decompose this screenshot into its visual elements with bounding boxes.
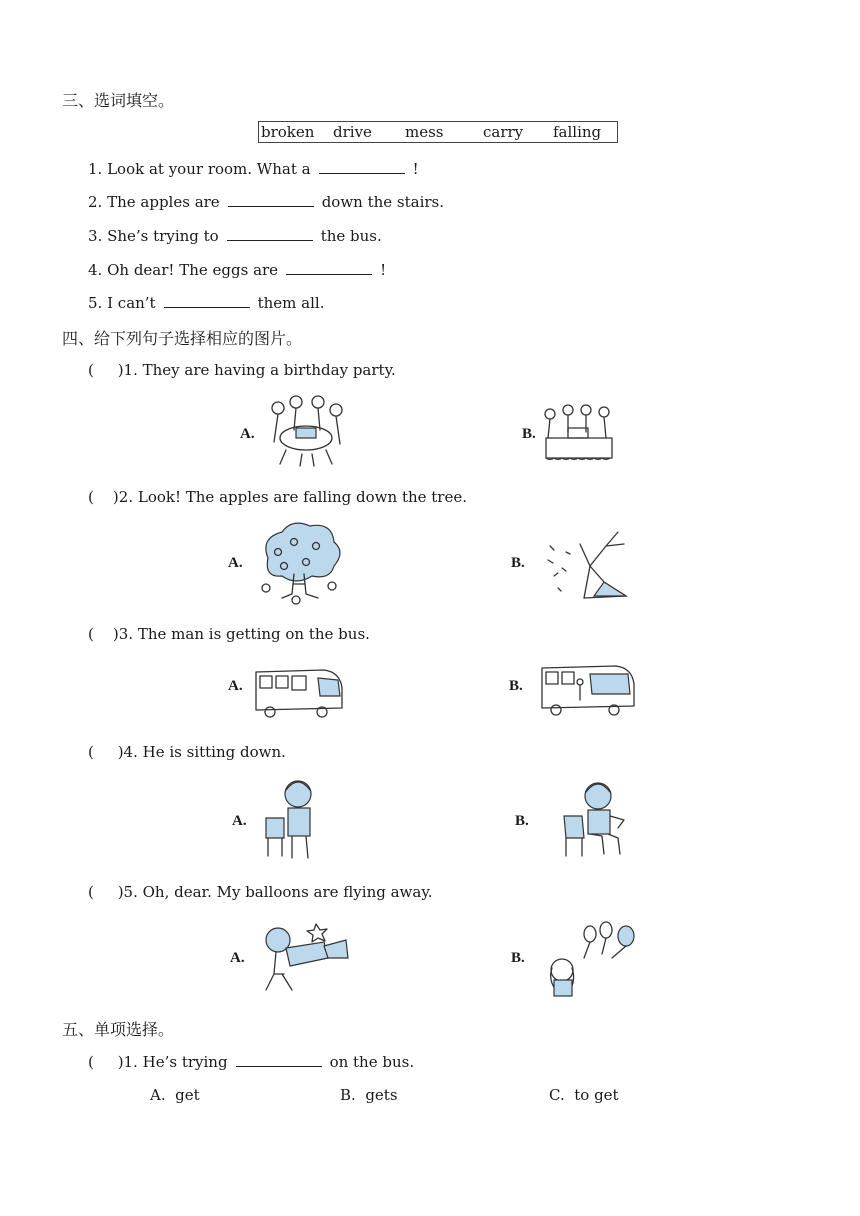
picture-question-2: ( )2. Look! The apples are falling down the tree. bbox=[88, 488, 467, 506]
picture-question-4: ( )4. He is sitting down. bbox=[88, 743, 286, 761]
section5-title: 五、单项选择。 bbox=[62, 1020, 175, 1039]
answer-blank[interactable] bbox=[164, 293, 250, 308]
section4-title: 四、给下列句子选择相应的图片。 bbox=[62, 329, 303, 348]
answer-paren[interactable]: ( ) bbox=[88, 361, 124, 379]
boy-sitting-b-image bbox=[558, 780, 632, 860]
option-a-label: A. bbox=[232, 813, 247, 829]
bus-a-image bbox=[252, 664, 344, 720]
word-bank-item: carry bbox=[483, 123, 524, 141]
option-b-label: B. bbox=[511, 950, 525, 966]
boy-standing-a-image bbox=[262, 778, 324, 860]
mc-option-b[interactable]: B. gets bbox=[340, 1086, 398, 1104]
apple-tree-a-image bbox=[258, 522, 342, 604]
option-b-label: B. bbox=[509, 678, 523, 694]
bus-b-image bbox=[538, 660, 636, 720]
answer-paren[interactable]: ( ) bbox=[88, 1053, 124, 1071]
answer-blank[interactable] bbox=[319, 159, 405, 174]
mc-option-a[interactable]: A. get bbox=[150, 1086, 200, 1104]
answer-blank[interactable] bbox=[236, 1052, 322, 1067]
option-b-label: B. bbox=[515, 813, 529, 829]
mc-question-1: ( )1. He’s trying on the bus. bbox=[88, 1053, 415, 1071]
option-b-label: B. bbox=[522, 426, 536, 442]
boy-carrying-boxes-a-image bbox=[258, 918, 354, 998]
word-bank-item: mess bbox=[405, 123, 444, 141]
word-bank-item: falling bbox=[553, 123, 602, 141]
fill-blank-item-3: 3. She’s trying to the bus. bbox=[88, 227, 382, 245]
option-a-label: A. bbox=[228, 678, 243, 694]
word-bank-item: drive bbox=[333, 123, 372, 141]
answer-blank[interactable] bbox=[286, 260, 372, 275]
answer-blank[interactable] bbox=[228, 192, 314, 207]
option-a-label: A. bbox=[240, 426, 255, 442]
fill-blank-item-1: 1. Look at your room. What a ! bbox=[88, 160, 419, 178]
option-a-label: A. bbox=[228, 555, 243, 571]
birthday-party-a-image bbox=[266, 394, 350, 466]
mc-option-c[interactable]: C. to get bbox=[549, 1086, 619, 1104]
picture-question-3: ( )3. The man is getting on the bus. bbox=[88, 625, 370, 643]
word-bank-item: broken bbox=[261, 123, 315, 141]
answer-blank[interactable] bbox=[227, 226, 313, 241]
picture-question-1: ( )1. They are having a birthday party. bbox=[88, 361, 396, 379]
answer-paren[interactable]: ( ) bbox=[88, 488, 119, 506]
fill-blank-item-4: 4. Oh dear! The eggs are ! bbox=[88, 261, 387, 279]
fill-blank-item-5: 5. I can’t them all. bbox=[88, 294, 325, 312]
girl-balloons-b-image bbox=[542, 918, 638, 1000]
word-bank bbox=[258, 121, 618, 143]
option-b-label: B. bbox=[511, 555, 525, 571]
answer-paren[interactable]: ( ) bbox=[88, 743, 124, 761]
section3-title: 三、选词填空。 bbox=[62, 91, 175, 110]
answer-paren[interactable]: ( ) bbox=[88, 625, 119, 643]
fill-blank-item-2: 2. The apples are down the stairs. bbox=[88, 193, 445, 211]
bare-tree-b-image bbox=[544, 526, 636, 600]
picture-question-5: ( )5. Oh, dear. My balloons are flying away. bbox=[88, 883, 433, 901]
birthday-party-b-image bbox=[540, 404, 620, 462]
option-a-label: A. bbox=[230, 950, 245, 966]
answer-paren[interactable]: ( ) bbox=[88, 883, 124, 901]
